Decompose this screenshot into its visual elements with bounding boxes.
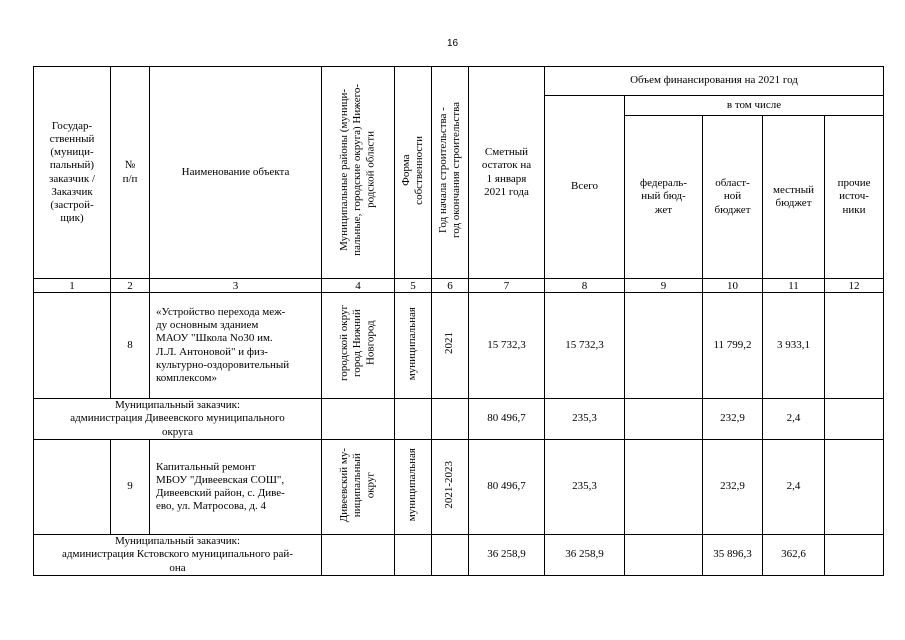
cell-ownership xyxy=(395,535,432,576)
column-number: 8 xyxy=(545,279,625,293)
cell-regional: 232,9 xyxy=(703,399,763,440)
cell-estimate: 80 496,7 xyxy=(469,399,545,440)
cell-total: 235,3 xyxy=(545,440,625,535)
cell-total: 235,3 xyxy=(545,399,625,440)
cell-estimate: 36 258,9 xyxy=(469,535,545,576)
cell-other xyxy=(825,535,884,576)
cell-district: городской округ город Нижний Новгород xyxy=(322,293,395,399)
cell-district xyxy=(322,535,395,576)
header-local: местный бюджет xyxy=(763,116,825,279)
cell-num: 9 xyxy=(111,440,150,535)
header-regional: област- ной бюджет xyxy=(703,116,763,279)
cell-other xyxy=(825,293,884,399)
financing-table xyxy=(33,66,884,576)
cell-years xyxy=(432,399,469,440)
cell-local: 3 933,1 xyxy=(763,293,825,399)
header-districts: Муниципальные районы (муници- пальные, городские округа) Нижего- родской области xyxy=(322,67,395,279)
cell-district xyxy=(322,399,395,440)
table-row-object-9 xyxy=(34,440,884,535)
cell-other xyxy=(825,440,884,535)
cell-regional: 35 896,3 xyxy=(703,535,763,576)
cell-years xyxy=(432,535,469,576)
cell-regional: 232,9 xyxy=(703,440,763,535)
cell-federal xyxy=(625,399,703,440)
cell-years: 2021-2023 xyxy=(432,440,469,535)
cell-estimate: 80 496,7 xyxy=(469,440,545,535)
cell-ownership xyxy=(395,399,432,440)
header-object-name: Наименование объекта xyxy=(150,67,322,279)
cell-local: 362,6 xyxy=(763,535,825,576)
cell-estimate: 15 732,3 xyxy=(469,293,545,399)
table-row-customer-diveevo xyxy=(34,399,884,440)
header-ownership: Форма собственности xyxy=(395,67,432,279)
column-number: 10 xyxy=(703,279,763,293)
column-number: 12 xyxy=(825,279,884,293)
table-row-object-8 xyxy=(34,293,884,399)
cell-customer-label: Муниципальный заказчик: администрация Кстовского муниципального рай- она xyxy=(34,535,322,576)
cell-num: 8 xyxy=(111,293,150,399)
column-number: 1 xyxy=(34,279,111,293)
cell-object-name: Капитальный ремонт МБОУ "Дивеевская СОШ", Дивеевский район, с. Диве- ево, ул. Матросова, д. 4 xyxy=(150,440,322,535)
cell-total: 15 732,3 xyxy=(545,293,625,399)
page-number: 16 xyxy=(446,38,459,49)
header-funding-title: Объем финансирования на 2021 год xyxy=(545,67,884,96)
column-number: 7 xyxy=(469,279,545,293)
header-years: Год начала строительства - год окончания строительства xyxy=(432,67,469,279)
cell-local: 2,4 xyxy=(763,399,825,440)
cell-federal xyxy=(625,440,703,535)
cell-ownership: муниципальная xyxy=(395,440,432,535)
cell-district: Дивеевский му- ниципальный округ xyxy=(322,440,395,535)
header-num: № п/п xyxy=(111,67,150,279)
column-number: 3 xyxy=(150,279,322,293)
header-estimate: Сметный остаток на 1 января 2021 года xyxy=(469,67,545,279)
table-row-customer-kstovo xyxy=(34,535,884,576)
cell-federal xyxy=(625,293,703,399)
cell-years: 2021 xyxy=(432,293,469,399)
column-numbers-row xyxy=(34,279,884,293)
cell-federal xyxy=(625,535,703,576)
cell-customer-label: Муниципальный заказчик: администрация Дивеевского муниципального округа xyxy=(34,399,322,440)
cell-customer xyxy=(34,293,111,399)
header-including: в том числе xyxy=(625,96,884,116)
header-total: Всего xyxy=(545,96,625,279)
header-federal: федераль- ный бюд- жет xyxy=(625,116,703,279)
header-customer: Государ- ственный (муници- пальный) заказчик / Заказчик (застрой- щик) xyxy=(34,67,111,279)
column-number: 9 xyxy=(625,279,703,293)
cell-other xyxy=(825,399,884,440)
column-number: 5 xyxy=(395,279,432,293)
cell-total: 36 258,9 xyxy=(545,535,625,576)
header-other: прочие источ- ники xyxy=(825,116,884,279)
column-number: 6 xyxy=(432,279,469,293)
cell-object-name: «Устройство перехода меж- ду основным зданием МАОУ "Школа No30 им. Л.Л. Антоновой" и физ- культурно-оздоровительный комплексом» xyxy=(150,293,322,399)
cell-ownership: муниципальная xyxy=(395,293,432,399)
column-number: 2 xyxy=(111,279,150,293)
column-number: 11 xyxy=(763,279,825,293)
cell-customer xyxy=(34,440,111,535)
cell-local: 2,4 xyxy=(763,440,825,535)
cell-regional: 11 799,2 xyxy=(703,293,763,399)
column-number: 4 xyxy=(322,279,395,293)
